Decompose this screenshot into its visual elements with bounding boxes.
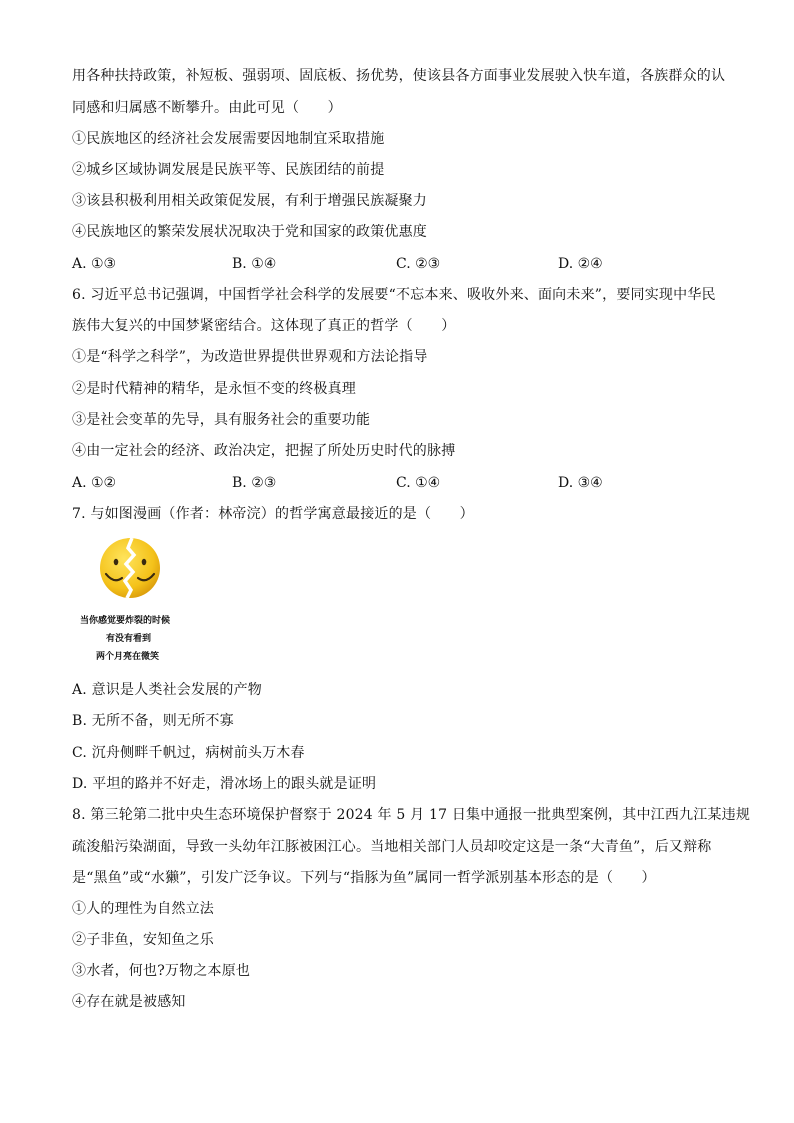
q5-option-b[interactable]: B. ①④ [232,256,277,272]
q8-item: ③水者，何也?万物之本原也 [72,963,251,979]
q6-stem-line: 6. 习近平总书记强调，中国哲学社会科学的发展要“不忘本来、吸收外来、面向未来”，要同实现中华民 [72,287,716,303]
q6-stem-line: 族伟大复兴的中国梦紧密结合。这体现了真正的哲学（ ） [72,318,456,334]
q8-item: ①人的理性为自然立法 [72,901,214,917]
q5-stem-line: 同感和归属感不断攀升。由此可见（ ） [72,100,342,116]
q5-option-d[interactable]: D. ②④ [558,256,603,272]
q6-option-b[interactable]: B. ②③ [232,475,277,491]
cartoon-caption-line: 当你感觉要炸裂的时候 [80,616,171,626]
q6-item: ④由一定社会的经济、政治决定，把握了所处历史时代的脉搏 [72,443,456,459]
q7-choice-c[interactable]: C. 沉舟侧畔千帆过，病树前头万木春 [72,745,305,761]
q6-item: ①是“科学之科学”，为改造世界提供世界观和方法论指导 [72,349,428,365]
q7-choice-a[interactable]: A. 意识是人类社会发展的产物 [72,682,263,698]
cartoon-caption-line: 有没有看到 [106,634,152,644]
q7-stem: 7. 与如图漫画（作者：林帝浣）的哲学寓意最接近的是（ ） [72,506,474,522]
q8-stem-line: 8. 第三轮第二批中央生态环境保护督察于 2024 年 5 月 17 日集中通报一批典型案例，其中江西九江某违规 [72,807,751,823]
q7-choice-d[interactable]: D. 平坦的路并不好走，滑冰场上的跟头就是证明 [72,776,377,792]
q8-item: ④存在就是被感知 [72,994,186,1010]
q5-item: ①民族地区的经济社会发展需要因地制宜采取措施 [72,131,385,147]
q5-option-a[interactable]: A. ①③ [72,256,117,272]
q6-item: ③是社会变革的先导，具有服务社会的重要功能 [72,412,371,428]
q8-stem-line: 疏浚船污染湖面，导致一头幼年江豚被困江心。当地相关部门人员却咬定这是一条“大青鱼”，后又辩称 [72,839,712,855]
q5-stem-line: 用各种扶持政策，补短板、强弱项、固底板、扬优势，使该县各方面事业发展驶入快车道，各族群众的认 [72,68,726,84]
cartoon-caption-line: 两个月亮在微笑 [96,652,160,662]
q8-item: ②子非鱼，安知鱼之乐 [72,932,214,948]
q6-item: ②是时代精神的精华，是永恒不变的终极真理 [72,381,356,397]
q8-stem-line: 是“黑鱼”或“水獭”，引发广泛争议。下列与“指豚为鱼”属同一哲学派别基本形态的是（ ） [72,870,656,886]
q6-option-a[interactable]: A. ①② [72,475,117,491]
cracked-moon-smiley-icon [76,538,196,613]
q7-choice-b[interactable]: B. 无所不备，则无所不寡 [72,713,234,729]
q5-item: ②城乡区域协调发展是民族平等、民族团结的前提 [72,162,385,178]
q6-option-c[interactable]: C. ①④ [396,475,441,491]
cartoon-figure [76,538,196,668]
q5-item: ④民族地区的繁荣发展状况取决于党和国家的政策优惠度 [72,224,427,240]
q5-option-c[interactable]: C. ②③ [396,256,441,272]
q6-option-d[interactable]: D. ③④ [558,475,603,491]
q5-item: ③该县积极利用相关政策促发展，有利于增强民族凝聚力 [72,193,427,209]
